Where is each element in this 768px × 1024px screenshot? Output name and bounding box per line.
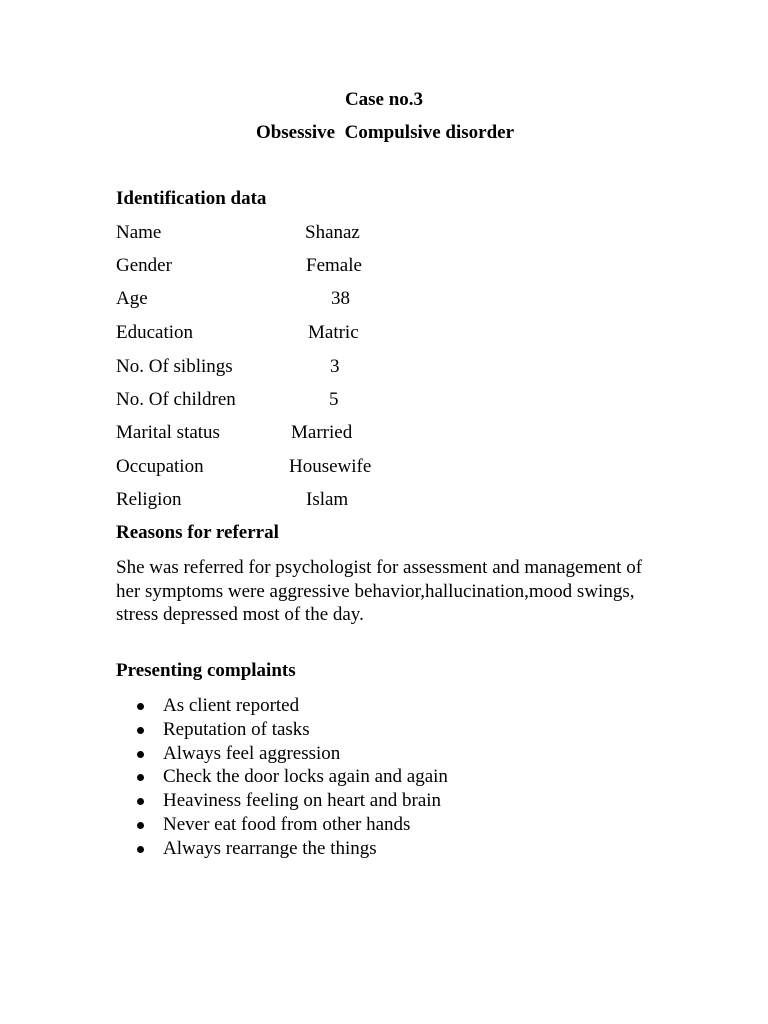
bullet-icon xyxy=(137,798,144,805)
list-item xyxy=(116,742,448,766)
identification-heading: Identification data xyxy=(116,188,267,209)
field-value: Housewife xyxy=(289,456,372,477)
field-value: 38 xyxy=(331,288,350,309)
field-label: Occupation xyxy=(116,456,204,477)
field-label: Age xyxy=(116,288,148,309)
list-item-text: As client reported xyxy=(163,695,300,716)
field-row-children xyxy=(116,389,516,411)
bullet-icon xyxy=(137,703,144,710)
field-value: Married xyxy=(291,422,353,443)
list-item-text: Heaviness feeling on heart and brain xyxy=(163,790,442,812)
field-value: Matric xyxy=(308,322,359,343)
disorder-title: Obsessive Compulsive disorder xyxy=(255,122,515,143)
field-value: Shanaz xyxy=(305,222,360,243)
list-item xyxy=(116,837,448,861)
list-item-text: Reputation of tasks xyxy=(163,718,310,740)
field-label: Name xyxy=(116,222,162,243)
field-label: No. Of siblings xyxy=(116,356,233,377)
bullet-icon xyxy=(137,774,144,781)
field-label: Education xyxy=(116,322,194,343)
case-title: Case no.3 xyxy=(344,89,424,110)
field-row-name xyxy=(116,222,516,244)
list-item-text: Always feel aggression xyxy=(163,742,341,764)
field-row-age xyxy=(116,288,516,310)
list-item xyxy=(116,765,448,789)
referral-heading: Reasons for referral xyxy=(116,522,279,543)
list-item xyxy=(116,694,448,718)
list-item xyxy=(116,789,448,813)
bullet-icon xyxy=(137,751,144,758)
field-row-education xyxy=(116,322,516,344)
complaints-list xyxy=(116,694,448,861)
field-label: Gender xyxy=(116,255,172,276)
list-item-text: Always rearrange the things xyxy=(163,837,377,859)
field-row-marital-status xyxy=(116,422,516,444)
field-value: 3 xyxy=(330,356,340,377)
field-value: Female xyxy=(306,255,362,276)
field-row-occupation xyxy=(116,456,516,478)
field-row-siblings xyxy=(116,356,516,378)
bullet-icon xyxy=(137,822,144,829)
field-label: Marital status xyxy=(116,422,220,443)
field-value: Islam xyxy=(306,489,349,510)
field-row-gender xyxy=(116,255,516,277)
field-row-religion xyxy=(116,489,516,511)
list-item-text: Check the door locks again and again xyxy=(163,766,448,788)
list-item xyxy=(116,813,448,837)
list-item xyxy=(116,718,448,742)
referral-paragraph: She was referred for psychologist for assessment and management of her symptoms were aggressive behavior,hallucination,mood swings, stress depressed most of the day. xyxy=(116,557,643,625)
field-label: Religion xyxy=(116,489,182,510)
field-label: No. Of children xyxy=(116,389,236,410)
bullet-icon xyxy=(137,727,144,734)
complaints-heading: Presenting complaints xyxy=(116,660,296,681)
bullet-icon xyxy=(137,846,144,853)
field-value: 5 xyxy=(329,389,339,410)
list-item-text: Never eat food from other hands xyxy=(163,813,411,835)
